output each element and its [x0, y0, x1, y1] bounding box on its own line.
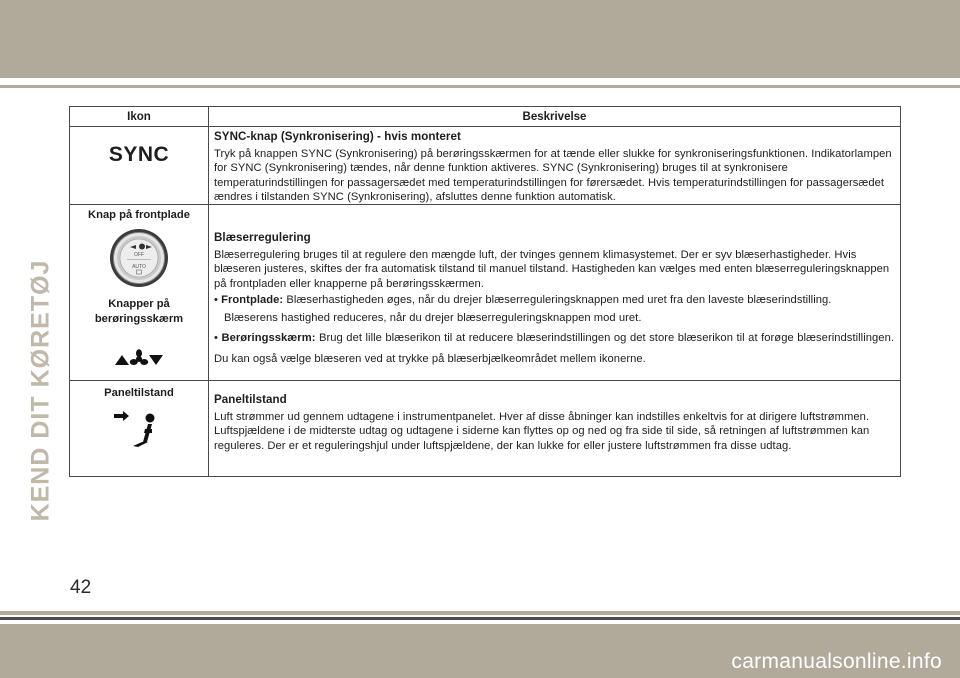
table-row [70, 205, 901, 381]
bullet-text-touch: Brug det lille blæserikon til at reducere blæserindstillingen og det store blæserikon til at forøge blæserindstillingen. Du kan også vælge blæseren ved at trykke på blæserbjælkeområdet mellem ikonerne. [214, 332, 894, 366]
bullet-text-front: Blæserhastigheden øges, når du drejer blæserreguleringsknappen med uret fra den laveste blæserindstilling. [286, 293, 832, 306]
bullet-label-front: Frontplade: [221, 293, 284, 306]
front-panel-knob-heading: Knap på frontplade [88, 209, 190, 222]
panel-title: Paneltilstand [214, 393, 287, 407]
list-item: • Berøringsskærm: Brug det lille blæserikon til at reducere blæserindstillingen og det store blæserikon til at forøge blæserindstillingen. Du kan også vælge blæseren ved at trykke på blæserbjælkeområdet mellem ikonerne. [214, 332, 894, 366]
bullet-label-touch: Berøringsskærm: [221, 332, 316, 345]
touchscreen-buttons-label: Knapper på berøringsskærm [94, 298, 184, 326]
knob-auto-label: AUTO [132, 264, 146, 271]
climate-controls-table [69, 106, 901, 477]
list-item: • Frontplade: Blæserhastigheden øges, når du drejer blæserreguleringsknappen med uret fra den laveste blæserindstilling. [214, 293, 832, 306]
table-row [70, 127, 901, 205]
footer-watermark: carmanualsonline.info [731, 650, 942, 673]
desc-cell-sync [209, 127, 901, 205]
sync-title: SYNC-knap (Synkronisering) - hvis monteret [214, 130, 461, 143]
panel-body: Luft strømmer ud gennem udtagene i instrumentpanelet. Hver af disse åbninger kan indstilles enkeltvis for at dirigere luftstrømmen. Luftspjældene i de midterste udtag og udtagene i siderne kan flyttes op og ned og fra side til side, så retningen af luftstrømmen kan reguleres. Der er et reguleringshjul under luftspjældene, der kan lukke for eller justere luftstrømmen fra disse udtag. [214, 411, 870, 452]
panel-mode-icon [72, 409, 206, 458]
section-side-title [24, 259, 58, 521]
blower-body: Blæserregulering bruges til at regulere den mængde luft, der tvinges gennem klimasystemet. Der er syv blæserhastigheder. Hvis blæseren justeres, skiftes der fra automatisk tilstand til manuel tilstand. Hastigheden kan vælges med enten blæserreguleringsknappen på frontpladen eller knapperne på berøringsskærmen. [214, 249, 890, 290]
header-description: Beskrivelse [209, 107, 901, 127]
header-icon: Ikon [70, 107, 209, 127]
sync-icon-text: SYNC [108, 143, 170, 166]
blower-touchscreen-icon [72, 349, 206, 372]
icon-cell-sync [70, 127, 209, 205]
footer-rule-dark [0, 617, 960, 620]
panel-mode-heading: Paneltilstand [104, 387, 174, 400]
section-title-text: KEND DIT KØRETØJ [26, 259, 55, 521]
page-number: 42 [70, 577, 92, 598]
sync-body: Tryk på knappen SYNC (Synkronisering) på berøringsskærmen for at tænde eller slukke for synkroniseringsfunktionen. Indikatorlampen for SYNC (Synkronisering) tændes, når denne funktion aktiveres. SYNC (Synkronisering) bruges til at synkronisere temperaturindstillingen for passagersædet med temperaturindstillingen for førersædet. Hvis temperaturindstillingen for passagersædet ændres i tilstanden SYNC (Synkronisering), afsluttes denne funktion automatisk. [214, 148, 892, 203]
header-rule [0, 85, 960, 88]
desc-cell-blower [209, 205, 901, 381]
knob-off-label: OFF [134, 252, 144, 259]
blower-knob-icon [72, 228, 206, 293]
footer-rule [0, 611, 960, 615]
bullet-continuation-front: Blæserens hastighed reduceres, når du drejer blæserreguleringsknappen mod uret. [224, 312, 642, 325]
icon-cell-panel [70, 381, 209, 477]
blower-title: Blæserregulering [214, 231, 311, 245]
table-row [70, 381, 901, 477]
header-band [0, 0, 960, 78]
desc-cell-panel [209, 381, 901, 477]
table-header-row [70, 107, 901, 127]
icon-cell-blower [70, 205, 209, 381]
